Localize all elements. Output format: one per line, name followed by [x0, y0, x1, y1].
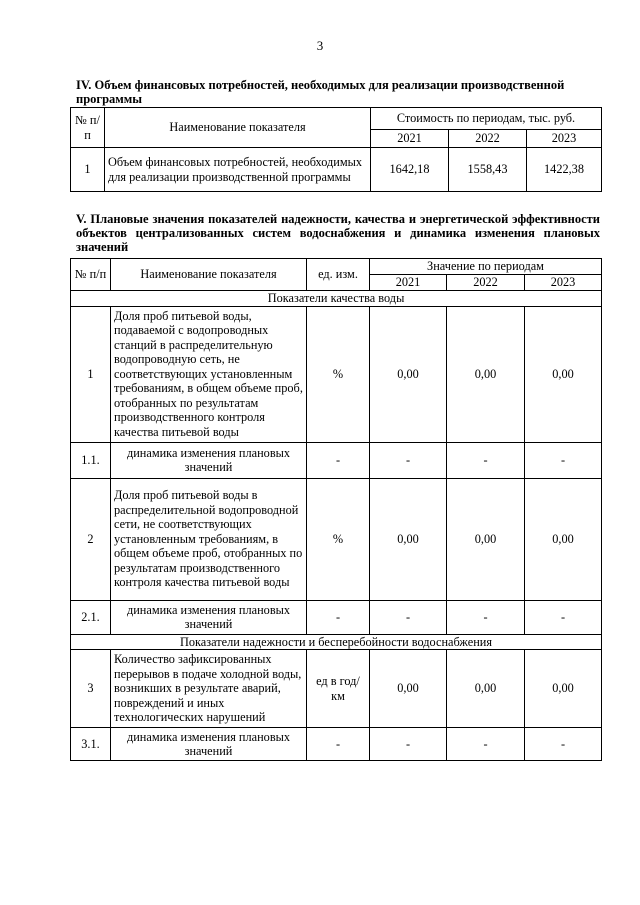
- row-num: 1.1.: [71, 442, 111, 478]
- row-num: 3.1.: [71, 728, 111, 761]
- page-number: 3: [316, 38, 324, 53]
- header-num: № п/п: [71, 108, 105, 148]
- row-value: 0,00: [447, 306, 525, 442]
- row-value: 0,00: [370, 478, 447, 600]
- row-unit: -: [307, 728, 370, 761]
- row-value: 1642,18: [371, 148, 449, 192]
- group-title: Показатели надежности и бесперебойности водоснабжения: [71, 634, 602, 650]
- row-value: -: [525, 600, 602, 634]
- row-name: динамика изменения плановых значений: [111, 728, 307, 761]
- table-row: [71, 442, 602, 478]
- row-value: 0,00: [370, 650, 447, 728]
- header-name: Наименование показателя: [111, 259, 307, 291]
- row-name: Доля проб питьевой воды в распределительной водопроводной сети, не соответствующих установленным требованиям, в общем объеме проб, отобранных по результатам производственного контроля качества питьевой воды: [111, 478, 307, 600]
- section-5-heading: V. Плановые значения показателей надежности, качества и энергетической эффективности объектов централизованных систем водоснабжения и динамика изменения плановых значений: [76, 212, 600, 254]
- group-row: [71, 291, 602, 307]
- row-value: 0,00: [447, 650, 525, 728]
- table-row: [71, 728, 602, 761]
- header-year: 2022: [449, 130, 527, 148]
- header-year: 2021: [370, 275, 447, 291]
- header-unit: ед. изм.: [307, 259, 370, 291]
- header-year: 2021: [371, 130, 449, 148]
- row-name: Объем финансовых потребностей, необходимых для реализации производственной программы: [105, 148, 371, 192]
- section-4-heading: IV. Объем финансовых потребностей, необходимых для реализации производственной программы: [76, 78, 565, 106]
- row-value: -: [370, 442, 447, 478]
- row-num: 1: [71, 148, 105, 192]
- row-value: -: [447, 728, 525, 761]
- table-row: [71, 478, 602, 600]
- row-value: 0,00: [370, 306, 447, 442]
- row-value: -: [447, 600, 525, 634]
- row-value: -: [525, 442, 602, 478]
- row-value: 0,00: [525, 650, 602, 728]
- row-num: 2.1.: [71, 600, 111, 634]
- row-unit: -: [307, 600, 370, 634]
- row-num: 1: [71, 306, 111, 442]
- reliability-indicators-table: [70, 258, 602, 761]
- financial-needs-table: [70, 107, 602, 192]
- table-row: [71, 650, 602, 728]
- row-value: 0,00: [447, 478, 525, 600]
- header-period: Значение по периодам: [370, 259, 602, 275]
- row-unit: %: [307, 306, 370, 442]
- header-name: Наименование показателя: [105, 108, 371, 148]
- row-name: Количество зафиксированных перерывов в подаче холодной воды, возникших в результате аварий, повреждений и иных технологических нарушений: [111, 650, 307, 728]
- row-value: -: [370, 600, 447, 634]
- row-value: 0,00: [525, 478, 602, 600]
- group-row: [71, 634, 602, 650]
- table-row: [71, 148, 602, 192]
- row-value: -: [447, 442, 525, 478]
- row-num: 2: [71, 478, 111, 600]
- table-row: [71, 600, 602, 634]
- table-header-row: [71, 259, 602, 275]
- row-name: динамика изменения плановых значений: [111, 442, 307, 478]
- header-year: 2023: [527, 130, 602, 148]
- row-value: 1558,43: [449, 148, 527, 192]
- header-year: 2023: [525, 275, 602, 291]
- row-name: Доля проб питьевой воды, подаваемой с водопроводных станций в распределительную водопроводную сеть, не соответствующих установленным требованиям, в общем объеме проб, отобранных по результатам производственного контроля качества питьевой воды: [111, 306, 307, 442]
- header-num: № п/п: [71, 259, 111, 291]
- header-cost: Стоимость по периодам, тыс. руб.: [371, 108, 602, 130]
- row-num: 3: [71, 650, 111, 728]
- group-title: Показатели качества воды: [71, 291, 602, 307]
- row-value: -: [525, 728, 602, 761]
- row-unit: %: [307, 478, 370, 600]
- table-row: [71, 306, 602, 442]
- table-header-row: [71, 108, 602, 130]
- row-value: -: [370, 728, 447, 761]
- row-unit: -: [307, 442, 370, 478]
- header-year: 2022: [447, 275, 525, 291]
- row-value: 0,00: [525, 306, 602, 442]
- row-value: 1422,38: [527, 148, 602, 192]
- row-unit: ед в год/ км: [307, 650, 370, 728]
- row-name: динамика изменения плановых значений: [111, 600, 307, 634]
